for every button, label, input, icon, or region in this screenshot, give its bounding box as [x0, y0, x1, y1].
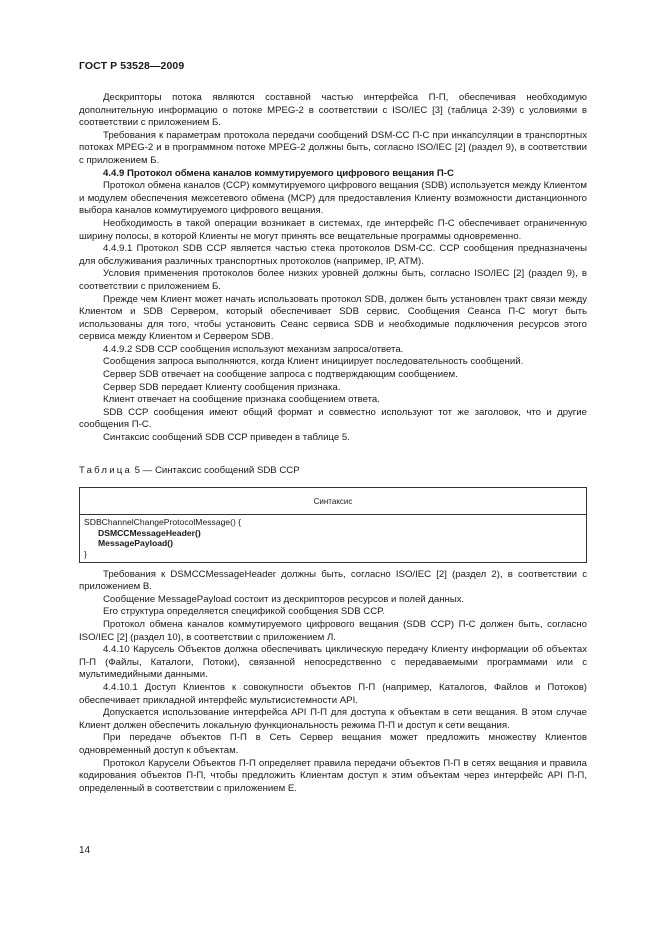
document-header: ГОСТ Р 53528—2009: [79, 60, 185, 72]
code-line: }: [84, 549, 87, 559]
paragraph: Синтаксис сообщений SDB CCP приведен в таблице 5.: [103, 432, 350, 444]
paragraph: Прежде чем Клиент может начать использовать протокол SDB, должен быть установлен тракт связи между Клиентом и SDB Сервером, который обеспечивает SDB сервис. Сообщения Сеанса П-С могут быть использованы для того, чтобы установить Сеанс сервиса SDB и необходимые подключения ресурсов этого сервиса между Клиентом и Сервером SDB.: [79, 293, 587, 343]
paragraph: 4.4.9.1 Протокол SDB CCP является частью стека протоколов DSM-CC. CCP сообщения предназначены для обслуживания различных транспортных протоколов (например, IP, ATM).: [79, 243, 587, 267]
paragraph: 4.4.10 Карусель Объектов должна обеспечивать циклическую передачу Клиенту информации об объектах П-П (Файлы, Каталоги, Потоки), связанной непосредственно с передаваемыми программами или с мультимедийными данными.: [79, 644, 587, 681]
paragraph: 4.4.9.2 SDB CCP сообщения используют механизм запроса/ответа.: [103, 343, 404, 355]
paragraphs-bottom: [79, 569, 587, 796]
paragraph: Дескрипторы потока являются составной частью интерфейса П-П, обеспечивая необходимую дополнительную информацию о потоке MPEG-2 в соответствии с ISO/IEC [3] (таблица 2-39) с условиями в соответствии с приложением Б.: [79, 92, 587, 129]
paragraph: 4.4.10.1 Доступ Клиентов к совокупности объектов П-П (например, Каталогов, Файлов и Потоков) обеспечивает прикладной интерфейс мультисистемности API.: [79, 681, 587, 706]
paragraph: Допускается использование интерфейса API П-П для доступа к объектам в сети вещания. В этом случае Клиент должен обеспечить локальную функциональность режима П-П и доступ к сети вещания.: [79, 707, 587, 731]
paragraph: Сервер SDB передает Клиенту сообщения признака.: [103, 381, 341, 393]
page-content: [79, 92, 587, 795]
paragraph: При передаче объектов П-П в Сеть Сервер вещания может предложить множеству Клиентов одновременный доступ к объектам.: [79, 732, 587, 756]
syntax-table: [79, 487, 587, 562]
syntax-code-cell: [80, 515, 587, 562]
paragraph: Сообщение MessagePayload состоит из дескрипторов ресурсов и полей данных.: [103, 593, 465, 605]
paragraph: Протокол Карусели Объектов П-П определяет правила передачи объектов П-П в сетях вещания и правила кодирования объектов П-П, чтобы предложить Клиентам доступ к этим объектам через интерфейс API П-П, определенный в соответствии с приложением Е.: [79, 757, 587, 794]
paragraph: Протокол обмена каналов коммутируемого цифрового вещания (SDB CCP) П-С должен быть, согласно ISO/IEC [2] (раздел 10), в соответствии с приложением Л.: [79, 618, 587, 643]
paragraph: Клиент отвечает на сообщение признака сообщением ответа.: [103, 394, 380, 406]
paragraph: Условия применения протоколов более низких уровней должны быть, согласно ISO/IEC [2] (раздел 9), в соответствии с приложением Б.: [79, 268, 587, 292]
table-caption-word: Таблица: [79, 464, 133, 476]
paragraph: Протокол обмена каналов (CCP) коммутируемого цифрового вещания (SDB) используется между Клиентом и модулем обеспечения межсетевого обмена (MCP) для предоставления Клиенту возможности дистанционного выбора каналов коммутируемого цифрового вещания.: [79, 180, 587, 217]
paragraph: Сообщения запроса выполняются, когда Клиент инициирует последовательность сообщений.: [103, 356, 524, 368]
code-line: DSMCCMessageHeader(): [98, 527, 201, 538]
paragraph: Необходимость в такой операции возникает в системах, где интерфейс П-С обеспечивает ограниченную ширину полосы, в которой Клиенты не могут принять все вещательные программы одновременно.: [79, 217, 587, 242]
section-heading: 4.4.9 Протокол обмена каналов коммутируемого цифрового вещания П-С: [103, 167, 454, 179]
paragraph: Требования к параметрам протокола передачи сообщений DSM-CC П-С при инкапсуляции в транспортных потоках MPEG-2 и в программном потоке MPEG-2 должны быть, согласно ISO/IEC [2] (раздел 9), в соответствии с приложением Б.: [79, 129, 587, 166]
paragraph: Его структура определяется спецификой сообщения SDB CCP.: [103, 606, 385, 618]
code-line: MessagePayload(): [98, 538, 173, 549]
paragraph: Требования к DSMCCMessageHeader должны быть, согласно ISO/IEC [2] (раздел 2), в соответствии с приложением В.: [79, 568, 587, 593]
paragraph: SDB CCP сообщения имеют общий формат и совместно используют тот же заголовок, что и другие сообщения П-С.: [79, 406, 587, 431]
paragraph: Сервер SDB отвечает на сообщение запроса с подтверждающим сообщением.: [103, 369, 458, 381]
page-number: 14: [79, 845, 91, 856]
code-line: SDBChannelChangeProtocolMessage() {: [84, 517, 242, 528]
syntax-table-header: Синтаксис: [80, 488, 587, 515]
table-caption-title: 5 — Синтаксис сообщений SDB CCP: [132, 464, 300, 476]
paragraphs-top: [79, 92, 587, 445]
table-caption: [79, 465, 587, 478]
